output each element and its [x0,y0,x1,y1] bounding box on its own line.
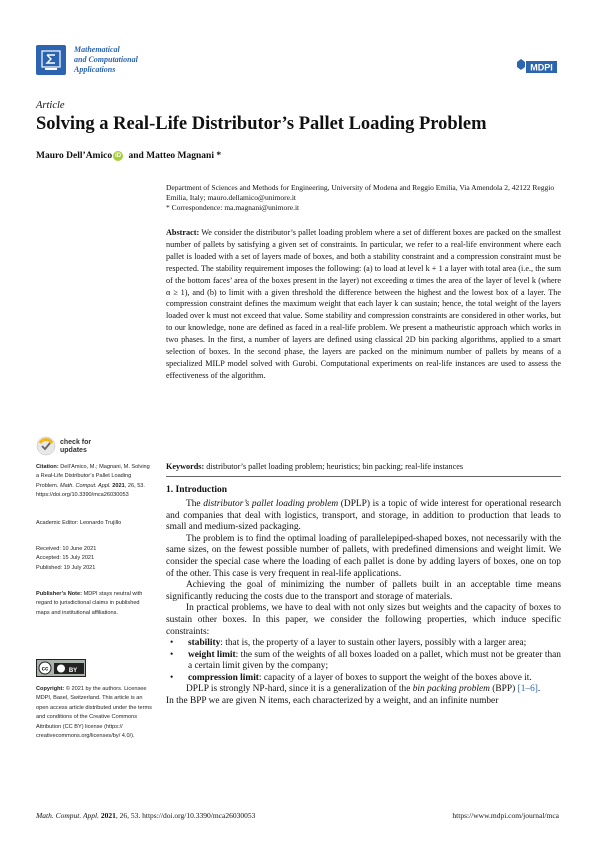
received-date: Received: 10 June 2021 [36,546,97,552]
list-item-stability: • stability: that is, the property of a layer to sustain other layers, possibly with a larger area; [170,638,527,648]
footer-journal-url[interactable]: https://www.mdpi.com/journal/mca [452,811,559,820]
copyright-block: Copyright: © 2021 by the authors. Licensee MDPI, Basel, Switzerland. This article is an open access article distributed under the terms and conditions of the Creative Commons Attribution (CC BY) license (https:// creativecommons.org/licenses/by/ 4.0/). [36,686,152,740]
list-item-weight-limit: • weight limit: the sum of the weights of all boxes loaded on a pallet, which must not be greater than a certain limit given by the company; [170,649,561,672]
svg-text:BY: BY [68,668,78,674]
published-date: Published: 19 July 2021 [36,564,96,571]
constraint-list [166,638,561,684]
publisher-logo-text: MDPI [530,62,553,73]
intro-p1: The distributor’s pallet loading problem (DPLP) is a topic of wide interest for operational research and companies that deal with logistics, transport, and storage, in addition to production that leads to small and medium-sized packaging. [166,499,562,533]
affiliation [166,183,566,213]
abstract-label: Abstract: [166,228,200,237]
article-type: Article [36,100,65,111]
svg-text:cc: cc [41,666,49,673]
check-updates-icon [36,436,56,456]
citation-doi[interactable]: , 26, 53. https://doi.org/10.3390/mca26030053 [36,482,145,499]
cc-by-license-badge[interactable] [36,659,86,677]
intro-p5: DPLP is strongly NP-hard, since it is a generalization of the bin packing problem (BPP) [1–6]. [186,684,541,694]
footer-doi[interactable]: , 26, 53. https://doi.org/10.3390/mca26030053 [115,811,256,820]
accepted-date: Accepted: 15 July 2021 [36,555,95,562]
citation-link[interactable]: [1–6] [517,684,538,694]
abstract-text: We consider the distributor’s pallet loading problem where a set of different boxes are packed on the smallest number of pallets by satisfying a given set of constraints. In particular, we refer to a real-life environment where each pallet is loaded with a set of layers made of boxes, and both a stability constraint and a compression constraint must be respected. The stability requirement imposes the following: (a) to load at level k + 1 a layer with total area (i.e., the sum of the bottom faces’ area of the boxes present in the layer) not exceeding α times the area of the layer of level k (where α ≥ 1), and (b) to limit with a given threshold the difference between the highest and the lowest box of a layer. The compression constraint defines the maximum weight that each layer k can sustain; hence, the total weight of the layers loaded over k must not exceed that value. Some stability and compression constraints are considered in other works, but to our knowledge, none are defined as faced in a real-life problem. We present a matheuristic approach which works in two phases. In the first, a number of layers are defined using classical 2D bin packing algorithms, applied to a smart selection of boxes. In the second phase, the layers are packed on the minimum number of pallets by means of a specialized MILP model solved with Gurobi. Computational experiments on real-life instances are used to assess the effectiveness of the algorithm. [166,228,561,380]
publisher-note: Publisher’s Note: MDPI stays neutral with regard to jurisdictional claims in published maps and institutional affiliations. [36,591,143,616]
keywords-label: Keywords: [166,462,205,471]
author-2: and Matteo Magnani * [128,151,222,161]
authors [36,151,221,161]
list-item-compression-limit: • compression limit: capacity of a layer of boxes to support the weight of the boxes above it. [170,672,532,683]
article-title: Solving a Real-Life Distributor’s Pallet Loading Problem [36,114,487,134]
mdpi-logo [515,58,558,76]
divider [166,476,561,477]
affiliation-text: Department of Sciences and Methods for Engineering, University of Modena and Reggio Emilia, Via Amendola 2, 42122 Reggio Emilia, Italy; mauro.dellamico@unimore.it [166,183,555,202]
keywords [166,461,561,472]
keywords-text: distributor’s pallet loading problem; heuristics; bin packing; real-life instances [206,462,464,471]
sigma-icon [36,45,66,75]
abstract [166,227,561,382]
intro-continued [166,684,561,707]
journal-name: Mathematical and Computational Applications [74,45,138,74]
orcid-icon[interactable]: iD [115,153,122,159]
intro-p4: In practical problems, we have to deal with not only sizes but weights and the capacity of boxes to sustain other boxes. In this paper, we consider the following properties, which induce specific constraints: [166,603,561,637]
correspondence: * Correspondence: ma.magnani@unimore.it [166,203,300,212]
intro-p6: In the BPP we are given N items, each characterized by a weight, and an infinite number [166,695,499,706]
academic-editor: Academic Editor: Leonardo Trujillo [36,520,122,526]
citation-block: Citation: Dell’Amico, M.; Magnani, M. Solving a Real-Life Distributor’s Pallet Loading Problem. Math. Comput. Appl. 2021, 26, 53. https://doi.org/10.3390/mca26030053 [36,464,150,499]
intro-p2: The problem is to find the optimal loading of parallelepiped-shaped boxes, not necessarily with the same sizes, on the fewest possible number of pallets, with predefined dimensions and weight limit. We consider the special case where the loading of each pallet is done by adding layers of boxes, one on top of the other. This case is very frequent in real-life applications. [166,533,561,579]
intro-p3: Achieving the goal of minimizing the number of pallets built in an acceptable time means significantly reducing the costs due to the transport and storage of materials. [166,580,561,602]
check-line2: updates [60,447,87,454]
footer-citation: Math. Comput. Appl. 2021, 26, 53. https://doi.org/10.3390/mca26030053 [36,811,256,820]
check-for-updates[interactable] [36,436,146,458]
journal-logo [36,45,66,75]
author-1[interactable]: Mauro Dell’Amico [36,151,113,161]
dates-block [36,545,154,573]
check-line1: check for [60,439,92,446]
section-heading-introduction: 1. Introduction [166,485,228,495]
intro-paragraphs [166,499,561,638]
